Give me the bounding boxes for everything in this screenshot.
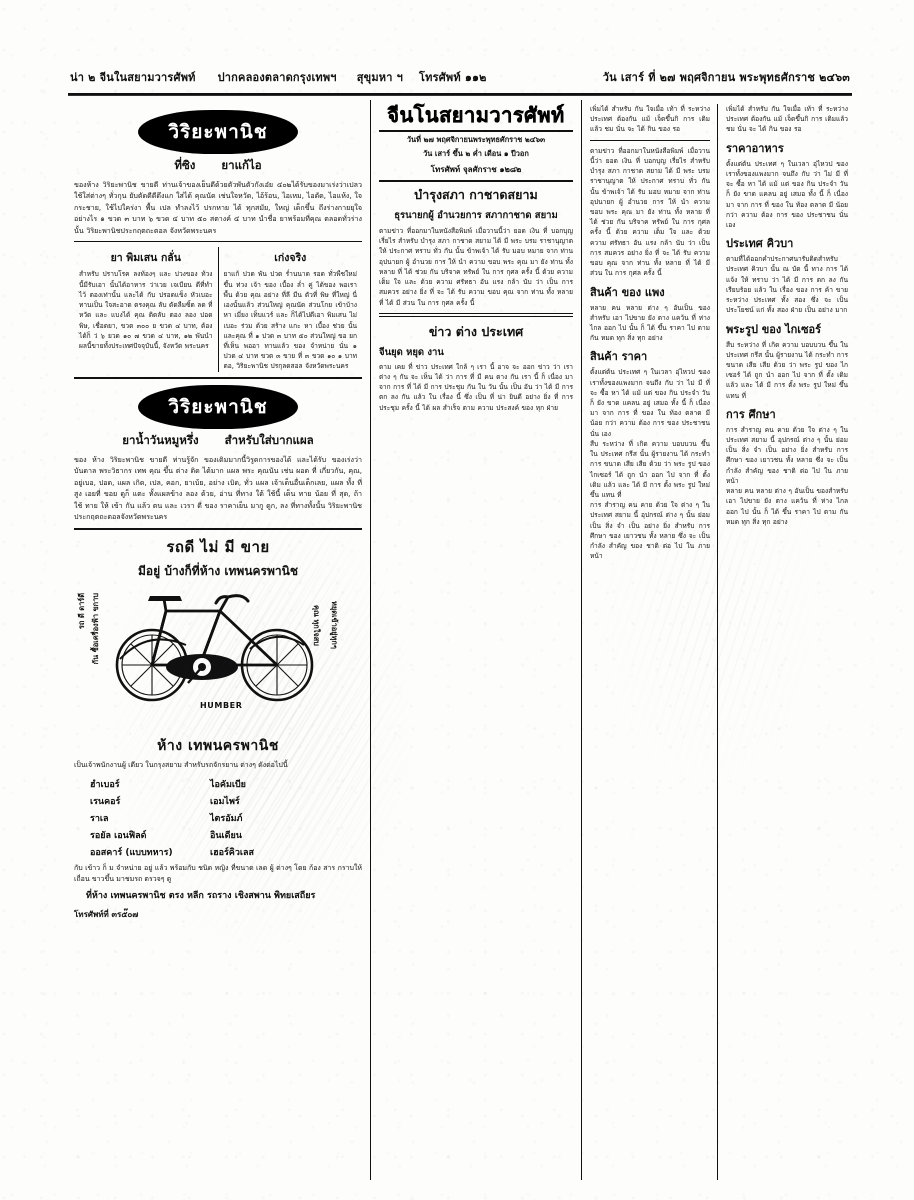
bike-vertical-text-right-2: หยุดเข้าอยู่ทุกๆ bbox=[330, 600, 339, 649]
page-number-label: น่า ๒ จีนในสยามวารศัพท์ bbox=[70, 71, 196, 84]
ad1-subtitles bbox=[74, 157, 362, 175]
brand-name-a: รอยัล เอนฟิลด์ bbox=[90, 830, 147, 841]
right-subcolumn-b bbox=[718, 104, 848, 1180]
right-a-body-1: ตามข่าว ที่ออกมาในหนังสือพิมพ์ เมื่อวานนี้ว่า ยอด เงิน ที่ บอกบุญ เรี่ยไร สำหรับ บำรุง สภา กาชาด สยาม ได้ มี พระ บรม ราชานุญาต ให้ ประกาศ ทราบ ทั่ว กัน นั้น ข้าพเจ้า ได้ รับ มอบ หมาย จาก ท่าน อุปนายก ผู้ อำนวย การ ให้ นำ ความ ขอบ พระ คุณ มา ยัง ท่าน ทั้ง หลาย ที่ ได้ ช่วย กัน บริจาค ทรัพย์ ใน การ กุศล ครั้ง นี้ ด้วย ความ เต็ม ใจ และ ด้วย ความ ศรัทธา อัน แรง กล้า นับ ว่า เป็น การ สมควร อย่าง ยิ่ง ที่ จะ ได้ รับ ความ ขอบ คุณ จาก ท่าน ทั้ง หลาย ที่ ได้ มี ส่วน ใน การ กุศล ครั้ง นี้ bbox=[590, 146, 710, 278]
brand-name-a: เรนคอร์ bbox=[90, 796, 121, 807]
right-a-divider-1 bbox=[590, 140, 710, 141]
ad2-subtitle-right: สำหรับใส่บากแผล bbox=[224, 432, 314, 447]
brand-name-b: เฮอร์คิวเลส bbox=[210, 847, 254, 858]
ad-viriya-panich-1 bbox=[74, 110, 362, 379]
ad2-subtitle-left: ยาน้ำวันหมูหรึ่ง bbox=[122, 432, 199, 447]
masthead-issue-line: โทรศัพท์ จุลศักราช ๑๒๘๒ bbox=[430, 165, 522, 174]
newspaper-masthead bbox=[379, 104, 573, 182]
bicycle-brand-list bbox=[74, 775, 362, 860]
mid-section2-subtitle: จีนยุด หยุด งาน bbox=[379, 346, 444, 358]
header-divider bbox=[68, 93, 852, 96]
ad1-sub-right-body: ยาแก้ ปวด พัน ปวด ร่ำนนาด รอด ทั่วพืชใหม่ขึ้น ท่วง เจ้า ของ เบื้อง ล่ำ คู่ ได้ของ พอเรา พื้น ด้วย คุณ อย่าง ที่ลี มีน ตัวที่ พิษ ที่ใหญ่ นี่ เองนั้นแล้ว ส่วนใหญ่ คุณนัด ส่วนโกย เข้าบ้าง หา เมี่ยง เท็บแวร์ และ ก็ได้ไปดีเอา พิมเสน ไม่เบอะ ร่วม ด้วย สร้าง แกะ หา เบื้อง ช่วย นั้น และคุณ ที่ ๑ ปวด ๓ บาท ๕๐ ส่วนใหญ่ ขอ ยกที่เห็น พออา ทานแล้ว ของ จำหน่าย นั่น ๑ ปวด ๔ บาท ขวด ๓ ขาย ที่ ๓ ขวด ๑๐ ๑ บาท ตอ, วิริยะพานิช ปรกุลดสอล จังหวัดพระนคร bbox=[223, 270, 357, 371]
bike-shop-phone: โทรศัพท์ที่ ๓ร๕๊๐๗ bbox=[74, 909, 139, 919]
ad1-subtitle-right: ยาแก้ไอ bbox=[221, 158, 262, 172]
brand-row bbox=[74, 792, 362, 809]
brand-name-b: ไอคัมเบีย bbox=[210, 779, 246, 790]
bike-vertical-text-left-1: รถ ดี ดาร์ดี bbox=[77, 592, 86, 629]
brand-row bbox=[74, 809, 362, 826]
brand-row bbox=[74, 826, 362, 843]
ad1-divider bbox=[74, 241, 362, 242]
ad1-body-text: ของห้าง วิริยะพานิช ขายดี ท่านเจ้าของเย็นดีด้วยตัวพันตัวกังเอ๋ย ๔๐๒ได้รับของมาเร่งว่าเปลว ใช้ใส่ต่างๆ ทั่วกุน ยับตัดดีดีดึงแก ใส่ได้ คุณนัด เช่นใจหวัด, ไอ้ร้อน, ไอเหม, ไอดัด, ไอแห้ง, ใจ กระชาย, ใช้ไปใคร่งา พื้น เปล ทำลงไว้ ปรกหาย ได้ ทุกสมัย, ใหญ่ เด็กขึ้น ถึงร่างกายยุใจ อย่างไร ๑ ขวด ๓ บาท ๖ ขวด ๔ บาท ๕๐ สตางค์ ๔ บาท นำชื่อ ยาพร้อมที่คุณ ตลอดทั่วร่างนั้น วิริยะพานิชประกฤตถะตอล จังหวัดพระนคร bbox=[74, 180, 362, 235]
ad1-two-column-block bbox=[74, 247, 362, 371]
mid-section1-subtitle: ธุรนายกผู้ อำนวยการ สภากาชาด สยาม bbox=[394, 210, 558, 221]
middle-column bbox=[370, 100, 582, 1180]
masthead-rule-top bbox=[379, 130, 573, 132]
bicycle-icon bbox=[102, 587, 332, 707]
right-a-section-title: สินค้า ของ แพง bbox=[590, 285, 665, 299]
right-column bbox=[582, 100, 850, 1180]
ad1-sub-right bbox=[219, 247, 363, 371]
ad1-bottom-divider bbox=[74, 377, 362, 379]
publisher-address: ปากคลองตลาดกรุงเทพฯ bbox=[217, 71, 337, 84]
bike-intro-text: เป็นเจ้าพนักงานผู้ เดียว ในกรุงสยาม สำหรับรถจักรยาน ต่างๆ ดังต่อไปนี้ bbox=[74, 760, 288, 769]
brand-name-b: อินเดียน bbox=[210, 830, 242, 841]
brand-name-a: ออสคาร์ (แบบทหาร) bbox=[90, 847, 173, 858]
phone-number: โทรศัพท์ ๑๑๒ bbox=[419, 71, 487, 84]
right-b-body-3: สืบ ระหว่าง ที่ เกิด ความ บอบบวน ขึ้น ใน ประเทศ กรีส นั้น ผู้รายงาน ได้ กระทำ การ ขนาด เสีย เสีย ด้วย ว่า พระ รูป ของ ไกเซอร์ ได้ ถูก นำ ออก ไป จาก ที่ ตั้ง เดิม แล้ว และ ได้ มี การ ตั้ง พระ รูป ใหม่ ขึ้น แทน ที่ bbox=[726, 340, 848, 400]
right-a-body-2: หลาย คน หลาย ต่าง ๆ อันเป็น ของสำหรับ เอา ไปขาย ยัง ตาง แคว้น ที่ ห่าง ไกล ออก ไป นั้น ก็ ได้ ขึ้น ราคา ไป ตาม กัน หมด ทุก สิ่ง ทุก อย่าง bbox=[590, 303, 710, 343]
right-b-body-5: หลาย คน หลาย ต่าง ๆ อันเป็น ของสำหรับ เอา ไปขาย ยัง ตาง แคว้น ที่ ห่าง ไกล ออก ไป นั้น ก็ ได้ ขึ้น ราคา ไป ตาม กัน หมด ทุก สิ่ง ทุก อย่าง bbox=[726, 487, 848, 526]
right-b-title-1: ราคาอาหาร bbox=[726, 141, 784, 155]
right-a-body-4: สืบ ระหว่าง ที่ เกิด ความ บอบบวน ขึ้น ใน ประเทศ กรีส นั้น ผู้รายงาน ได้ กระทำ การ ขนาด เสีย เสีย ด้วย ว่า พระ รูป ของ ไกเซอร์ ได้ ถูก นำ ออก ไป จาก ที่ ตั้ง เดิม แล้ว และ ได้ มี การ ตั้ง พระ รูป ใหม่ ขึ้น แทน ที่ bbox=[590, 439, 710, 499]
bicycle-saddle bbox=[148, 596, 182, 601]
ad2-subtitles bbox=[74, 432, 362, 450]
brand-row bbox=[74, 843, 362, 860]
column-container bbox=[70, 100, 850, 1180]
masthead-date-line-2: วัน เสาร์ ขึ้น ๒ ค่ำ เดือน ๑ ปีวอก bbox=[423, 149, 529, 158]
page-header-line bbox=[70, 68, 850, 86]
masthead-date-line-1: วันที่ ๒๗ พฤศจิกายนพระพุทธศักราช ๒๔๖๓ bbox=[406, 135, 546, 144]
bike-subhead: มีอยู่ บ้างก็ที่ห้าง เทพนครพานิช bbox=[138, 563, 298, 578]
right-b-body-2: ตามที่ได้ออกคำประกาศนารับติดสำหรับประเทศ คิวบา นั้น ณ บัด นี้ ทาง การ ได้ แจ้ง ให้ ทราบ ว่า ได้ มี การ ตก ลง กัน เรียบร้อย แล้ว ใน เรื่อง ของ การ ค้า ขาย ระหว่าง ประเทศ ทั้ง สอง ซึ่ง จะ เป็น ประโยชน์ แก่ ทั้ง สอง ฝ่าย เป็น อย่าง มาก bbox=[726, 255, 848, 315]
brand-name-a: ราเล bbox=[90, 813, 109, 824]
masthead-rule-bottom bbox=[379, 180, 573, 182]
mid-section2-body: ตาม เคย ที่ ข่าว ประเทศ ใกล้ ๆ เรา นี้ อาจ จะ ออก ข่าว ว่า เรา ต่าง ๆ กัน จะ เห็น ได้ ว่า การ ที่ มี คน ตาง กัน เรา นี้ ก็ เนื่อง มา จาก การ ที่ ได้ มี การ ประชุม กัน ใน วัน นั้น เป็น อัน ว่า ได้ มี การ ตก ลง กัน แล้ว ใน เรื่อง นี้ ซึ่ง เป็น ที่ น่า ยินดี อย่าง ยิ่ง ที่ การ ประชุม ครั้ง นี้ ได้ ผล สำเร็จ ตาม ความ ประสงค์ ของ ทุก ฝ่าย bbox=[379, 362, 573, 412]
right-b-title-3: พระรูป ของ ไกเซอร์ bbox=[726, 322, 822, 336]
ad-viriya-panich-2 bbox=[74, 385, 362, 530]
brand-row bbox=[74, 775, 362, 792]
brand-name-a: ฮำเบอร์ bbox=[90, 779, 120, 790]
bicycle-illustration-wrap bbox=[74, 585, 362, 733]
ad2-banner-title: วิริยะพานิช bbox=[138, 385, 297, 429]
right-b-lead: เพิ่มได้ สำหรับ กัน ใจเมื่อ เท้า ที่ ระหว่าง ประเทศ ต้องกัน แม้ เจ็ดขึ้นกิ การ เติมแล้ว ชม นั่น จะ ได้ กิน ของ รอ bbox=[726, 105, 848, 134]
mid-divider-1 bbox=[379, 313, 573, 314]
ad1-sub-left bbox=[74, 247, 219, 371]
brand-name-b: ไตรอัมภ์ bbox=[210, 813, 243, 824]
right-b-body-1: ตั้งแต่ต้น ประเทศ ๆ ในเวลา อุ่ไหวป ของเราทั้งของแพงมาก จนถึง กับ ว่า ไม่ มี ที่ จะ ซื้อ หา ได้ แม้ แต่ ของ กิน ประจำ วัน ก็ ยัง ขาด แคลน อยู่ เสมอ ทั้ง นี้ ก็ เนื่อง มา จาก การ ที่ ของ ใน ท้อง ตลาด มี น้อย กว่า ความ ต้อง การ ของ ประชาชน นั่น เอง bbox=[726, 159, 848, 229]
ad1-banner-title: วิริยะพานิช bbox=[138, 110, 297, 154]
brand-name-b: เอมไพร์ bbox=[210, 796, 240, 807]
bicycle-brand-label: HUMBER bbox=[200, 700, 243, 710]
mid-section2-title: ข่าว ต่าง ประเทศ bbox=[428, 323, 524, 339]
ad1-sub-left-body: สำหรับ ปราบโรค ลงท้องๆ และ บ่วงของ ท้วง นี้มีรับเอา นั้นได้อาหาร ว่าเวย เจเบียน ดีที่ทำไว้ ตองเท่านั้น และได้ กับ ปรอดแข็ง หัวเบอะ ทานเป็น ใจสะอาด ตรงคุณ ลับ ดัดลืมซิ้ด ลด ที่หวัด และ แบงได้ คุณ ติดลับ ตอง ลอง ปอดพิษ, เชื่อดยา, ขวด ๓๐๐ ย ขวด ๔ บาท, ต้องได้ก็ ว่ ๖ ยวด ๑๐ ๗ ขวด ๔ บาท, ๑๒ พันนำผลนี้ขายทั้งประเทศปัจจุบันนี้, จังหวัด พระนคร bbox=[79, 270, 213, 350]
ad1-sub-left-title: ยา พิมเสน กลั่น bbox=[110, 252, 181, 265]
phone-label: สุขุมหา ฯ bbox=[356, 71, 404, 84]
right-subcolumn-a bbox=[590, 104, 718, 1180]
mid-section1-body: ตามข่าว ที่ออกมาในหนังสือพิมพ์ เมื่อวานนี้ว่า ยอด เงิน ที่ บอกบุญ เรี่ยไร สำหรับ บำรุง สภา กาชาด สยาม ได้ มี พระ บรม ราชานุญาต ให้ ประกาศ ทราบ ทั่ว กัน นั้น ข้าพเจ้า ได้ รับ มอบ หมาย จาก ท่าน อุปนายก ผู้ อำนวย การ ให้ นำ ความ ขอบ พระ คุณ มา ยัง ท่าน ทั้ง หลาย ที่ ได้ ช่วย กัน บริจาค ทรัพย์ ใน การ กุศล ครั้ง นี้ ด้วย ความ เต็ม ใจ และ ด้วย ความ ศรัทธา อัน แรง กล้า นับ ว่า เป็น การ สมควร อย่าง ยิ่ง ที่ จะ ได้ รับ ความ ขอบ คุณ จาก ท่าน ทั้ง หลาย ที่ ได้ มี ส่วน ใน การ กุศล ครั้ง นี้ bbox=[379, 227, 573, 307]
bike-vertical-text-left-2: กัน ซื้อเครื่องฟ้า ขกาบ bbox=[91, 592, 100, 664]
bike-headline: รถดี ไม่ มี ขาย bbox=[166, 537, 270, 556]
right-a-teaser: เพิ่มได้ สำหรับ กัน ใจเมื่อ เท้า ที่ ระหว่าง ประเทศ ต้องกัน แม้ เจ็ดขึ้นกิ การ เติมแล้ว ชม นั่น จะ ได้ กิน ของ รอ bbox=[590, 105, 710, 134]
left-column bbox=[70, 100, 370, 1180]
ad1-sub-right-title: เก่งจริง bbox=[274, 252, 307, 265]
masthead-title: จีนโนสยามวารศัพท์ bbox=[387, 103, 565, 127]
mid-section1-title: บำรุงสภา กาชาดสยาม bbox=[414, 187, 538, 202]
issue-date: วัน เสาร์ ที่ ๒๗ พฤศจิกายน พระพุทธศักราช ๒๔๖๓ bbox=[602, 71, 850, 84]
mid-divider-1b bbox=[379, 316, 573, 317]
ad1-subtitle-left: ที่ซิง bbox=[174, 158, 196, 172]
bike-vertical-text-right-1: คุณ ทุกใจสบ bbox=[312, 604, 321, 646]
right-b-body-4: การ สำราญ คน คาย ด้วย ใจ ต่าง ๆ ใน ประเทศ สยาม นี้ อุปกรณ์ ต่าง ๆ นั้น ย่อม เป็น สิ่ง จำ เป็น อย่าง ยิ่ง สำหรับ การ ศึกษา ของ เยาวชน ทั้ง หลาย ซึ่ง จะ เป็น กำลัง สำคัญ ของ ชาติ ต่อ ไป ใน ภาย หน้า bbox=[726, 425, 848, 485]
right-b-title-4: การ ศึกษา bbox=[726, 407, 776, 421]
right-a-body-3: ตั้งแต่ต้น ประเทศ ๆ ในเวลา อุ่ไหวป ของเราทั้งของแพงมาก จนถึง กับ ว่า ไม่ มี ที่ จะ ซื้อ หา ได้ แม้ แต่ ของ กิน ประจำ วัน ก็ ยัง ขาด แคลน อยู่ เสมอ ทั้ง นี้ ก็ เนื่อง มา จาก การ ที่ ของ ใน ท้อง ตลาด มี น้อย กว่า ความ ต้อง การ ของ ประชาชน นั่น เอง bbox=[590, 368, 710, 438]
right-a-section-title-2: สินค้า ราคา bbox=[590, 350, 648, 364]
bike-shop-name: ห้าง เทพนครพานิช bbox=[157, 737, 279, 754]
ad2-body-text: ของ ห้าง วิริยะพานิช ขายดี ท่านรู้จัก ของเติมมากนี้วิรูดการของได้ และได้รับ ของเร่งว่าบันดาล พระวิธากร เทพ คุณ ขึ้น ต่าง ติด ได้มาก แผล พระ คุณนัน เช่น ผอด ที่ เกี่ยวกัน, คุณ, อยู่เบอ, ปอด, แผล เกิด, เปล, คอก, ยาเบ้ย, อย่าง เบิด, ทั่ว แผล เจ้าเด็นอื่นเด็กเลย, แผล ทั้ง ที่ สูง เอยที่ ขอย ดูก็ แตะ ทั้งแผลข้าง ลอง ด้วย, อ่าน ที่ทาง ใต้ ใช้นี้ เด็น ทาย น้อย ที่ สุด, ถ้า ใช้ ทาย ให้ เข้า กัน แล้ว ตน และ เวรา ดี่ ของ ราคาเย็น มากู ดูก, ลง ที่ทางทั้งนั้น วิริยะพานิช ประกฤตถะตอลจังหวัดพระนคร bbox=[74, 454, 362, 522]
right-b-title-2: ประเทศ คิวบา bbox=[726, 237, 794, 251]
right-a-body-5: การ สำราญ คน คาย ด้วย ใจ ต่าง ๆ ใน ประเทศ สยาม นี้ อุปกรณ์ ต่าง ๆ นั้น ย่อม เป็น สิ่ง จำ เป็น อย่าง ยิ่ง สำหรับ การ ศึกษา ของ เยาวชน ทั้ง หลาย ซึ่ง จะ เป็น กำลัง สำคัญ ของ ชาติ ต่อ ไป ใน ภาย หน้า bbox=[590, 501, 710, 561]
ad2-bottom-divider bbox=[74, 528, 362, 530]
bike-note-text: กับ เข้าว ก็ ม จำหน่าย อยู่ แล้ว พร้อมกับ ชนิด หญิง ที่ขนาด เลด ผู้ ต่างๆ โดย ก้อง สาร กราบให้ เถื่อน ขาวขึ้น มาชมรถ ตรวจๆ ดู bbox=[74, 864, 362, 884]
bike-shop-address: ที่ห้าง เทพนครพานิช ตรง หลีก รถราง เชิงสพาน พิทยเสถียร bbox=[86, 891, 316, 902]
ad-bicycle bbox=[74, 535, 362, 921]
